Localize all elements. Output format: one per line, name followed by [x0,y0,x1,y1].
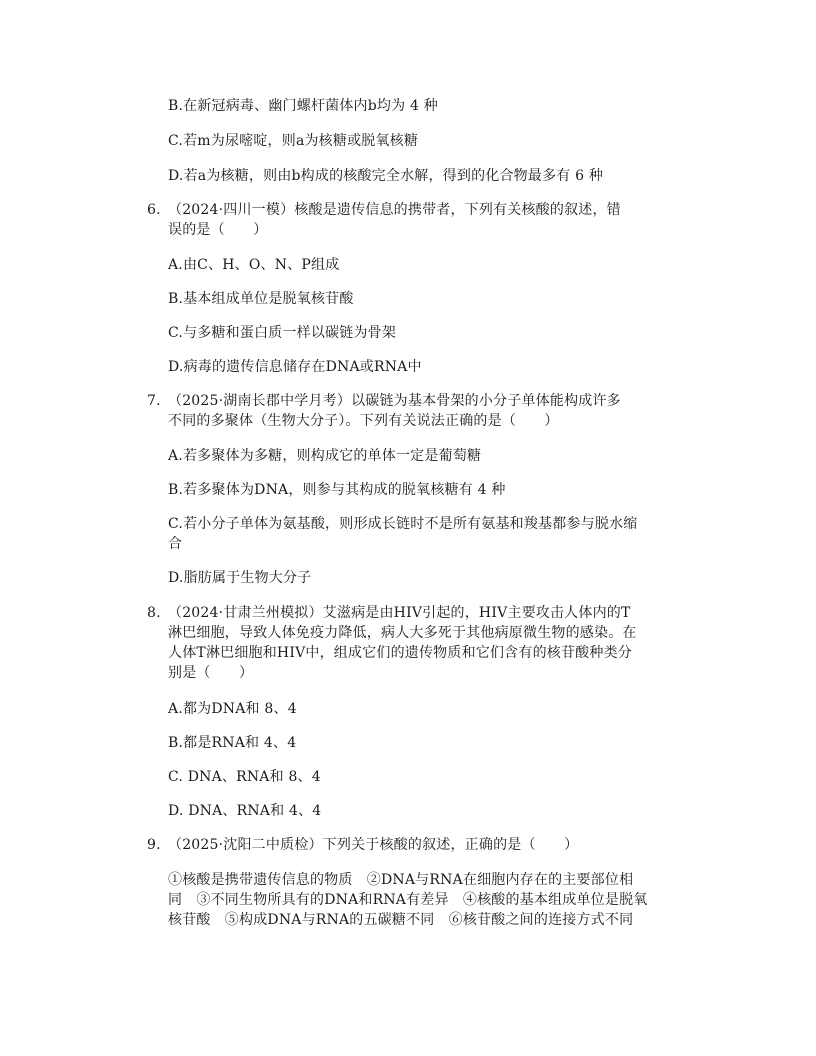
q9-stem-line-2: 同 ③不同生物所具有的DNA和RNA有差异 ④核酸的基本组成单位是脱氧 [168,892,648,908]
q7-option-c-line-2: 合 [168,536,183,552]
q6-text-line-2: 误的是（ ） [168,222,268,238]
q9-number: 9. [147,837,161,853]
q8-text-line-4: 别是（ ） [168,665,254,681]
q8-text-line-2: 淋巴细胞，导致人体免疫力降低，病人大多死于其他病原微生物的感染。在 [168,625,637,641]
q6-option-c: C.与多糖和蛋白质一样以碳链为骨架 [168,325,397,341]
q8-option-c: C. DNA、RNA和 8、4 [168,769,321,785]
q7-option-d: D.脂肪属于生物大分子 [168,570,312,586]
q9-stem-line-3: 核苷酸 ⑤构成DNA与RNA的五碳糖不同 ⑥核苷酸之间的连接方式不同 [168,912,634,928]
q8-text-line-1: （2024·甘肃兰州模拟）艾滋病是由HIV引起的，HIV主要攻击人体内的T [168,605,631,621]
q8-option-a: A.都为DNA和 8、4 [168,701,297,717]
q6-option-d: D.病毒的遗传信息储存在DNA或RNA中 [168,359,422,375]
q7-text-line-2: 不同的多聚体（生物大分子）。下列有关说法正确的是（ ） [168,413,559,429]
q5-option-b: B.在新冠病毒、幽门螺杆菌体内b均为 4 种 [168,98,438,114]
q7-option-a: A.若多聚体为多糖，则构成它的单体一定是葡萄糖 [168,448,482,464]
q5-option-d: D.若a为核糖，则由b构成的核酸完全水解，得到的化合物最多有 6 种 [168,168,604,184]
q5-option-c: C.若m为尿嘧啶，则a为核糖或脱氧核糖 [168,133,419,149]
q6-option-a: A.由C、H、O、N、P组成 [168,257,340,273]
q6-text-line-1: （2024·四川一模）核酸是遗传信息的携带者，下列有关核酸的叙述，错 [168,202,621,218]
q7-option-c-line-1: C.若小分子单体为氨基酸，则形成长链时不是所有氨基和羧基都参与脱水缩 [168,516,638,532]
q7-number: 7. [147,393,161,409]
q8-number: 8. [147,605,161,621]
q7-text-line-1: （2025·湖南长郡中学月考）以碳链为基本骨架的小分子单体能构成许多 [168,393,621,409]
q8-option-d: D. DNA、RNA和 4、4 [168,803,322,819]
q6-number: 6. [147,202,161,218]
q9-text-line-1: （2025·沈阳二中质检）下列关于核酸的叙述，正确的是（ ） [168,837,579,853]
q8-option-b: B.都是RNA和 4、4 [168,735,297,751]
q8-text-line-3: 人体T淋巴细胞和HIV中，组成它们的遗传物质和它们含有的核苷酸种类分 [168,645,632,661]
q9-stem-line-1: ①核酸是携带遗传信息的物质 ②DNA与RNA在细胞内存在的主要部位相 [168,872,634,888]
q7-option-b: B.若多聚体为DNA，则参与其构成的脱氧核糖有 4 种 [168,482,506,498]
q6-option-b: B.基本组成单位是脱氧核苷酸 [168,291,354,307]
